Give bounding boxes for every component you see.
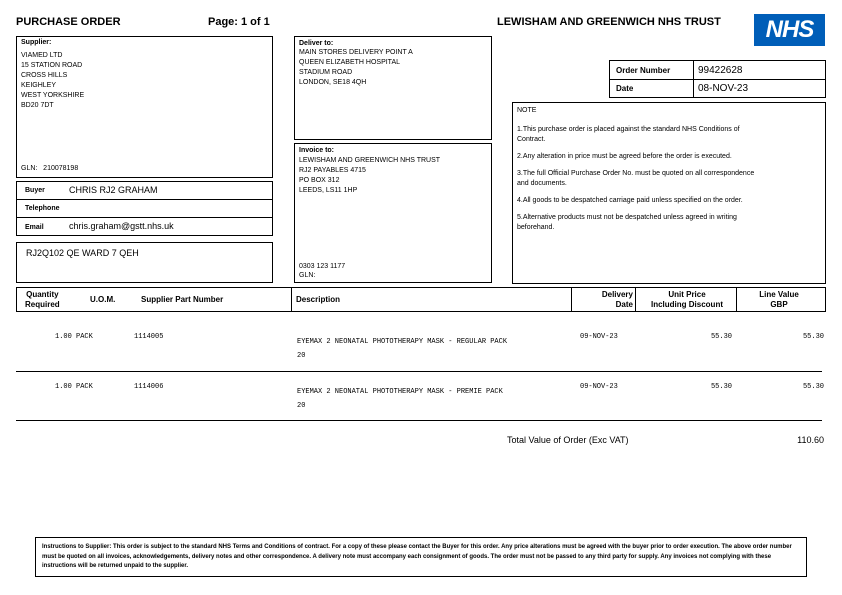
supplier-gln: GLN: 210078198 <box>21 165 79 172</box>
row-line-value: 55.30 <box>802 333 824 341</box>
header-delivery-date: Delivery Date <box>601 290 633 309</box>
supplier-line: WEST YORKSHIRE <box>21 92 85 99</box>
note-title: NOTE <box>517 107 537 114</box>
row-description: EYEMAX 2 NEONATAL PHOTOTHERAPY MASK - REGULAR PACK 20 <box>297 338 508 360</box>
header-supplier-part: Supplier Part Number <box>141 295 224 304</box>
invoice-line: RJ2 PAYABLES 4715 <box>299 167 366 174</box>
note-item: 3.The full Official Purchase Order No. must be quoted on all correspondence and documents. <box>517 170 755 187</box>
note-item: 5.Alternative products must not be despatched unless agreed in writing beforehand. <box>517 214 737 231</box>
invoice-gln: GLN: <box>299 272 316 279</box>
row-divider <box>16 371 822 372</box>
header-uom: U.O.M. <box>90 295 116 304</box>
supplier-line: KEIGHLEY <box>21 82 57 89</box>
email-label: Email <box>25 224 44 231</box>
trust-name: LEWISHAM AND GREENWICH NHS TRUST <box>497 16 721 28</box>
reference-box <box>16 242 273 283</box>
row-part-number: 1114005 <box>134 333 164 341</box>
order-number-label: Order Number <box>616 66 671 75</box>
row-delivery-date: 09-NOV-23 <box>580 383 618 391</box>
date-label: Date <box>616 84 634 93</box>
nhs-logo: NHS <box>754 14 825 46</box>
supplier-line: VIAMED LTD <box>21 52 63 59</box>
table-row <box>0 333 842 363</box>
row-part-number: 1114006 <box>134 383 164 391</box>
total-label: Total Value of Order (Exc VAT) <box>507 435 629 445</box>
table-row <box>0 383 842 413</box>
supplier-address <box>21 51 84 111</box>
email-value: chris.graham@gstt.nhs.uk <box>69 221 174 231</box>
header-description: Description <box>296 295 341 304</box>
note-item: 1.This purchase order is placed against the standard NHS Conditions of Contract. <box>517 126 740 143</box>
deliver-line: QUEEN ELIZABETH HOSPITAL <box>299 59 401 66</box>
invoice-line: LEWISHAM AND GREENWICH NHS TRUST <box>299 157 441 164</box>
supplier-box <box>16 36 273 178</box>
header-line-value: Line Value GBP <box>759 290 799 309</box>
invoice-to-box <box>294 143 492 283</box>
buyer-value: CHRIS RJ2 GRAHAM <box>69 185 158 195</box>
page-indicator: Page: 1 of 1 <box>208 16 270 28</box>
row-quantity: 1.00 PACK <box>55 383 93 391</box>
total-value: 110.60 <box>797 435 824 445</box>
order-info-box <box>609 60 826 98</box>
invoice-to-label: Invoice to: <box>299 147 335 154</box>
row-delivery-date: 09-NOV-23 <box>580 333 618 341</box>
deliver-line: LONDON, SE18 4QH <box>299 79 367 86</box>
row-unit-price: 55.30 <box>710 333 732 341</box>
instructions-box <box>35 537 807 577</box>
row-quantity: 1.00 PACK <box>55 333 93 341</box>
date-value: 08-NOV-23 <box>698 83 749 94</box>
invoice-line: PO BOX 312 <box>299 177 340 184</box>
row-line-value: 55.30 <box>802 383 824 391</box>
reference-value: RJ2Q102 QE WARD 7 QEH <box>26 248 139 258</box>
order-number-value: 99422628 <box>698 65 743 76</box>
buyer-label: Buyer <box>25 187 45 194</box>
header-unit-price: Unit Price Including Discount <box>651 290 723 309</box>
row-unit-price: 55.30 <box>710 383 732 391</box>
note-list <box>517 125 821 233</box>
invoice-line: LEEDS, LS11 1HP <box>299 187 358 194</box>
deliver-line: MAIN STORES DELIVERY POINT A <box>299 49 413 56</box>
supplier-line: CROSS HILLS <box>21 72 68 79</box>
note-item: 4.All goods to be despatched carriage paid unless specified on the order. <box>517 197 743 204</box>
document-title: PURCHASE ORDER <box>16 16 121 28</box>
note-box <box>512 102 826 284</box>
deliver-to-box <box>294 36 492 140</box>
instructions-text: Instructions to Supplier: This order is subject to the standard NHS Terms and Conditions of contract. For a copy of these please contact the Buyer for this order. Any price alterations must be agreed with the buyer prior to order execution. The above order number must be quoted on all invoices, acknowledgements, delivery notes and other correspondence. A delivery note must accompany each consignment of goods. The order must not be passed to any third party for supply. Any invoices not complying with these instructions will be returned unpaid to the supplier. <box>42 544 792 569</box>
header-quantity: Quantity Required <box>25 290 60 309</box>
invoice-phone: 0303 123 1177 <box>299 263 346 270</box>
table-header <box>16 287 826 312</box>
deliver-line: STADIUM ROAD <box>299 69 353 76</box>
deliver-to-label: Deliver to: <box>299 40 334 47</box>
supplier-line: 15 STATION ROAD <box>21 62 83 69</box>
invoice-to-address <box>299 156 440 196</box>
deliver-to-address <box>299 48 413 88</box>
row-description: EYEMAX 2 NEONATAL PHOTOTHERAPY MASK - PREMIE PACK 20 <box>297 388 503 410</box>
supplier-label: Supplier: <box>21 39 52 46</box>
supplier-line: BD20 7DT <box>21 102 54 109</box>
note-item: 2.Any alteration in price must be agreed before the order is executed. <box>517 153 732 160</box>
row-divider <box>16 420 822 421</box>
buyer-box <box>16 181 273 236</box>
telephone-label: Telephone <box>25 205 60 212</box>
